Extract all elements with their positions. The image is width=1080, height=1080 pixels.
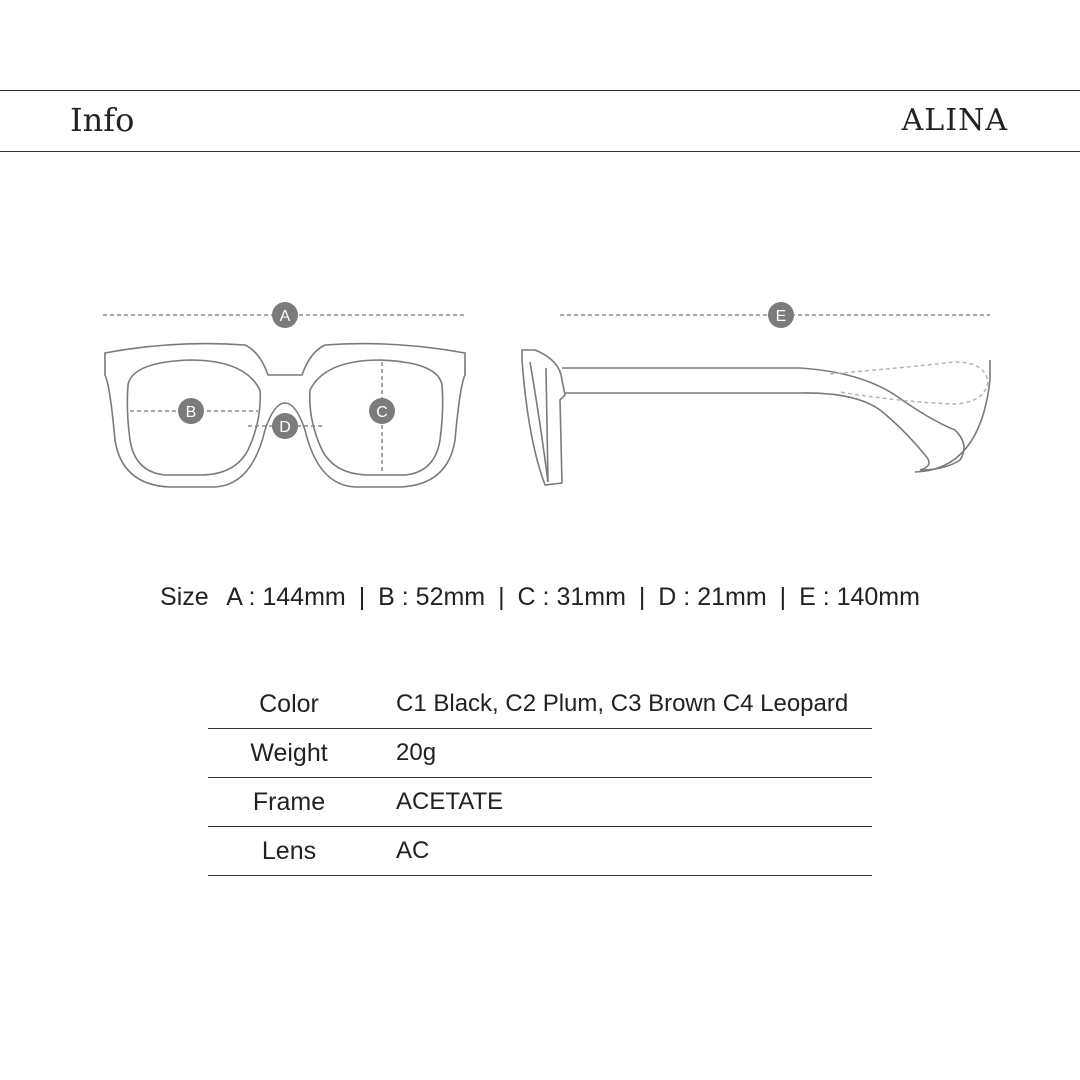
spec-table bbox=[208, 680, 872, 876]
side-view-glasses bbox=[522, 350, 990, 485]
spec-label: Color bbox=[259, 689, 319, 718]
dimension-a bbox=[103, 302, 465, 328]
dimension-c bbox=[369, 362, 395, 474]
spec-value: 20g bbox=[396, 739, 437, 766]
spec-label: Weight bbox=[250, 738, 328, 767]
spec-value: ACETATE bbox=[396, 788, 504, 815]
size-d-value: 21mm bbox=[697, 583, 767, 611]
glasses-dimension-diagram bbox=[0, 270, 1080, 530]
spec-label: Frame bbox=[252, 787, 326, 816]
size-d-key: D bbox=[658, 583, 677, 611]
size-label: Size bbox=[160, 583, 209, 611]
size-c-value: 31mm bbox=[556, 583, 626, 611]
spec-row-color bbox=[208, 680, 872, 729]
spec-row-frame bbox=[208, 778, 872, 827]
marker-c: C bbox=[376, 404, 388, 421]
spec-value: AC bbox=[396, 837, 430, 864]
info-title: Info bbox=[70, 101, 135, 139]
marker-b: B bbox=[185, 404, 197, 421]
size-a-key: A bbox=[226, 583, 242, 611]
size-b-key: B bbox=[378, 583, 395, 611]
size-a-value: 144mm bbox=[262, 583, 346, 611]
size-summary: Size A : 144mm | B : 52mm | C : 31mm | D : 21mm | E : 140mm bbox=[160, 583, 920, 611]
marker-e: E bbox=[775, 308, 787, 325]
size-e-value: 140mm bbox=[836, 583, 920, 611]
spec-row-weight bbox=[208, 729, 872, 778]
dimension-d bbox=[248, 413, 324, 439]
spec-label: Lens bbox=[261, 836, 317, 865]
marker-d: D bbox=[279, 419, 291, 436]
header-bar bbox=[0, 90, 1080, 152]
spec-value: C1 Black, C2 Plum, C3 Brown C4 Leopard bbox=[396, 690, 849, 717]
spec-row-lens bbox=[208, 827, 872, 876]
size-b-value: 52mm bbox=[415, 583, 486, 611]
size-c-key: C bbox=[517, 583, 536, 611]
brand-name: ALINA bbox=[901, 103, 1008, 138]
dimension-b bbox=[130, 398, 258, 424]
marker-a: A bbox=[279, 308, 291, 325]
size-e-key: E bbox=[799, 583, 816, 611]
dimension-e bbox=[560, 302, 990, 328]
